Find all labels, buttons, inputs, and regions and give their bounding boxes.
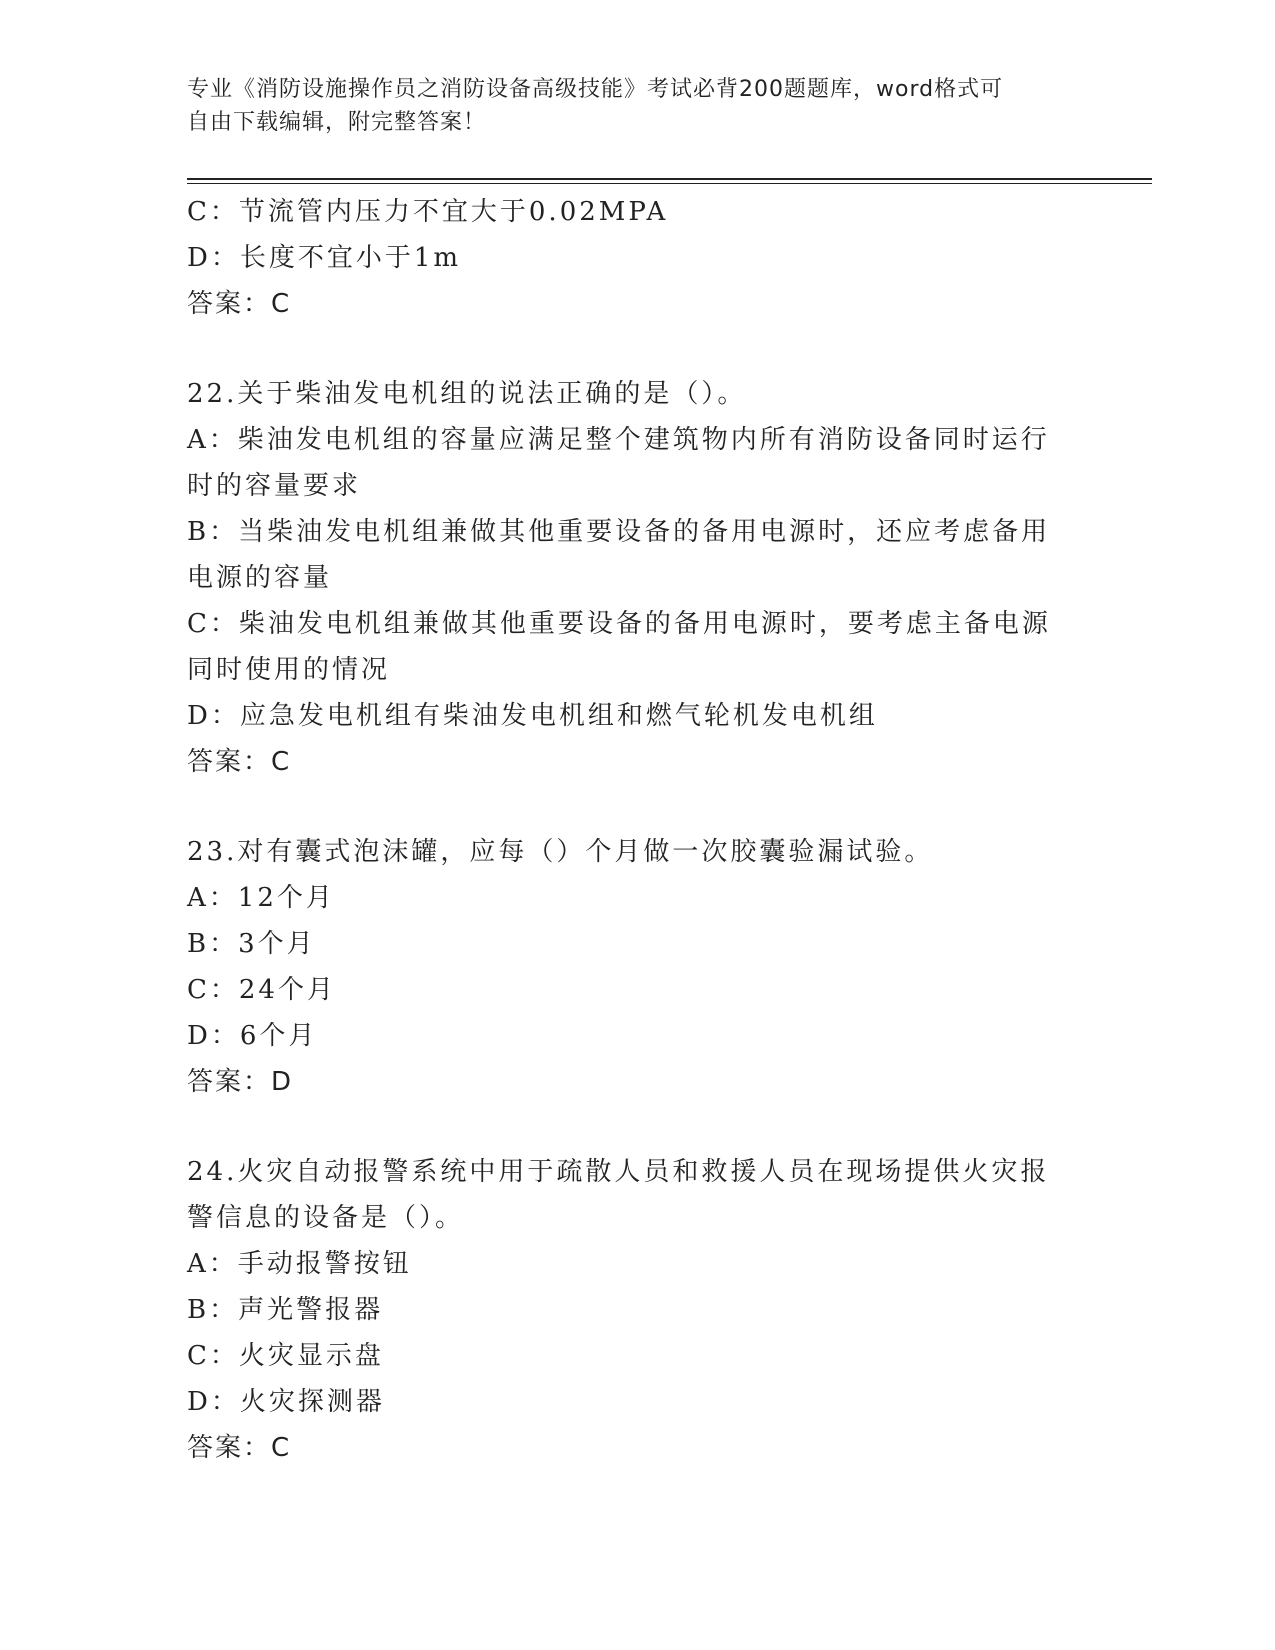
option-a: A：手动报警按钮	[187, 1249, 412, 1279]
option-c: C：火灾显示盘	[187, 1341, 384, 1371]
answer-line: 答案：C	[187, 289, 292, 319]
option-d: D：长度不宜小于1m	[187, 243, 462, 273]
option-a: A：12个月	[187, 883, 335, 913]
question-23	[187, 829, 1067, 1105]
document-header	[187, 73, 1067, 139]
question-stem: 23.对有囊式泡沫罐，应每（）个月做一次胶囊验漏试验。	[187, 837, 934, 867]
header-line-1: 专业《消防设施操作员之消防设备高级技能》考试必背200题题库，word格式可	[187, 77, 1004, 102]
option-c: C：24个月	[187, 975, 336, 1005]
header-divider-thick	[187, 178, 1152, 180]
option-b: B：声光警报器	[187, 1295, 384, 1325]
option-c: C：节流管内压力不宜大于0.02MPA	[187, 197, 669, 227]
header-line-2: 自由下载编辑，附完整答案！	[187, 110, 487, 135]
option-d: D：6个月	[187, 1021, 318, 1051]
option-b: B：当柴油发电机组兼做其他重要设备的备用电源时，还应考虑备用电源的容量	[187, 517, 1051, 593]
option-b: B：3个月	[187, 929, 316, 959]
answer-line: 答案：D	[187, 1067, 294, 1097]
option-a: A：柴油发电机组的容量应满足整个建筑物内所有消防设备同时运行时的容量要求	[187, 425, 1050, 501]
question-stem: 24.火灾自动报警系统中用于疏散人员和救援人员在现场提供火灾报警信息的设备是（）。	[187, 1157, 1050, 1233]
question-22	[187, 371, 1067, 785]
option-c: C：柴油发电机组兼做其他重要设备的备用电源时，要考虑主备电源同时使用的情况	[187, 609, 1051, 685]
question-content	[187, 189, 1067, 1471]
option-d: D：应急发电机组有柴油发电机组和燃气轮机发电机组	[187, 701, 878, 731]
header-divider-thin	[187, 183, 1152, 184]
question-stem: 22.关于柴油发电机组的说法正确的是（）。	[187, 379, 747, 409]
option-d: D：火灾探测器	[187, 1387, 385, 1417]
question-24	[187, 1149, 1067, 1471]
answer-line: 答案：C	[187, 1433, 292, 1463]
answer-line: 答案：C	[187, 747, 292, 777]
